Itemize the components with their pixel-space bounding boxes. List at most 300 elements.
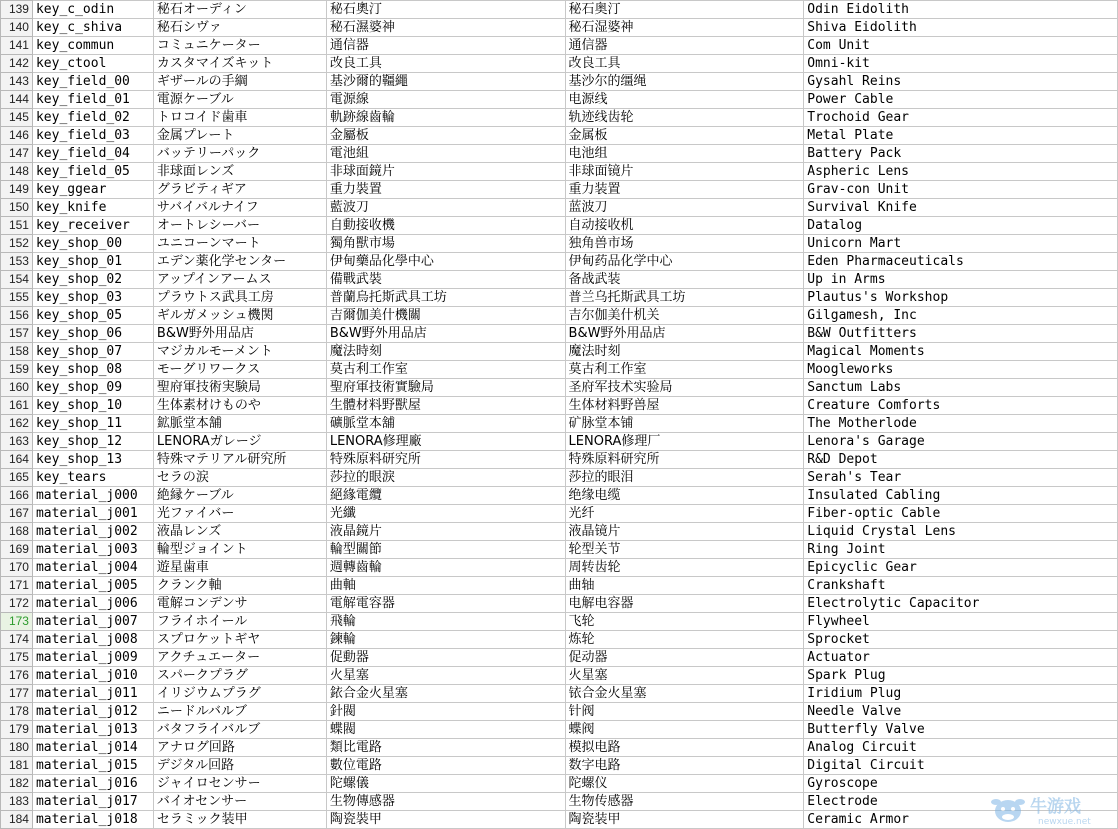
cell-key[interactable]: key_receiver: [32, 217, 153, 235]
cell-key[interactable]: material_j008: [32, 631, 153, 649]
table-row[interactable]: [1, 451, 1118, 469]
cell-key[interactable]: material_j016: [32, 775, 153, 793]
cell-chinese-traditional[interactable]: 鍊輪: [326, 631, 565, 649]
cell-english[interactable]: Grav-con Unit: [804, 181, 1118, 199]
row-number[interactable]: 181: [1, 757, 33, 775]
cell-english[interactable]: Analog Circuit: [804, 739, 1118, 757]
cell-key[interactable]: material_j006: [32, 595, 153, 613]
table-row[interactable]: [1, 685, 1118, 703]
cell-chinese-traditional[interactable]: 電源線: [326, 91, 565, 109]
cell-chinese-traditional[interactable]: 類比電路: [326, 739, 565, 757]
cell-english[interactable]: Ceramic Armor: [804, 811, 1118, 829]
cell-english[interactable]: Liquid Crystal Lens: [804, 523, 1118, 541]
row-number[interactable]: 144: [1, 91, 33, 109]
cell-chinese-simplified[interactable]: 莫古利工作室: [565, 361, 804, 379]
row-number[interactable]: 146: [1, 127, 33, 145]
cell-chinese-simplified[interactable]: 绝缘电缆: [565, 487, 804, 505]
row-number[interactable]: 152: [1, 235, 33, 253]
table-row[interactable]: [1, 163, 1118, 181]
cell-japanese[interactable]: フライホイール: [153, 613, 326, 631]
cell-chinese-traditional[interactable]: 火星塞: [326, 667, 565, 685]
table-row[interactable]: [1, 217, 1118, 235]
cell-chinese-traditional[interactable]: 莫古利工作室: [326, 361, 565, 379]
cell-japanese[interactable]: グラビティギア: [153, 181, 326, 199]
cell-chinese-simplified[interactable]: 吉尔伽美什机关: [565, 307, 804, 325]
cell-english[interactable]: Aspheric Lens: [804, 163, 1118, 181]
cell-japanese[interactable]: コミュニケーター: [153, 37, 326, 55]
cell-chinese-simplified[interactable]: 电源线: [565, 91, 804, 109]
cell-key[interactable]: key_shop_10: [32, 397, 153, 415]
cell-japanese[interactable]: セラミック装甲: [153, 811, 326, 829]
cell-key[interactable]: material_j001: [32, 505, 153, 523]
cell-japanese[interactable]: 聖府軍技術実験局: [153, 379, 326, 397]
cell-japanese[interactable]: 生体素材けものや: [153, 397, 326, 415]
cell-chinese-simplified[interactable]: 炼轮: [565, 631, 804, 649]
table-row[interactable]: [1, 379, 1118, 397]
cell-chinese-traditional[interactable]: 改良工具: [326, 55, 565, 73]
cell-key[interactable]: key_ggear: [32, 181, 153, 199]
row-number[interactable]: 158: [1, 343, 33, 361]
row-number[interactable]: 161: [1, 397, 33, 415]
cell-japanese[interactable]: エデン薬化学センター: [153, 253, 326, 271]
row-number[interactable]: 173: [1, 613, 33, 631]
cell-japanese[interactable]: 特殊マテリアル研究所: [153, 451, 326, 469]
cell-english[interactable]: Plautus's Workshop: [804, 289, 1118, 307]
cell-english[interactable]: Com Unit: [804, 37, 1118, 55]
cell-english[interactable]: Digital Circuit: [804, 757, 1118, 775]
row-number[interactable]: 163: [1, 433, 33, 451]
cell-key[interactable]: key_shop_12: [32, 433, 153, 451]
row-number[interactable]: 141: [1, 37, 33, 55]
cell-chinese-simplified[interactable]: 生体材料野兽屋: [565, 397, 804, 415]
table-row[interactable]: [1, 325, 1118, 343]
cell-japanese[interactable]: 鉱脈堂本舗: [153, 415, 326, 433]
cell-chinese-simplified[interactable]: 独角兽市场: [565, 235, 804, 253]
row-number[interactable]: 150: [1, 199, 33, 217]
cell-chinese-traditional[interactable]: 吉爾伽美什機關: [326, 307, 565, 325]
cell-chinese-simplified[interactable]: 改良工具: [565, 55, 804, 73]
cell-chinese-traditional[interactable]: 莎拉的眼淚: [326, 469, 565, 487]
row-number[interactable]: 140: [1, 19, 33, 37]
cell-chinese-traditional[interactable]: 數位電路: [326, 757, 565, 775]
table-row[interactable]: [1, 199, 1118, 217]
cell-chinese-traditional[interactable]: 礦脈堂本舖: [326, 415, 565, 433]
cell-key[interactable]: key_shop_07: [32, 343, 153, 361]
cell-chinese-simplified[interactable]: 陶瓷装甲: [565, 811, 804, 829]
table-row[interactable]: [1, 613, 1118, 631]
cell-english[interactable]: Power Cable: [804, 91, 1118, 109]
cell-english[interactable]: Metal Plate: [804, 127, 1118, 145]
row-number[interactable]: 139: [1, 1, 33, 19]
cell-chinese-traditional[interactable]: 魔法時刻: [326, 343, 565, 361]
cell-english[interactable]: Fiber-optic Cable: [804, 505, 1118, 523]
cell-key[interactable]: key_c_odin: [32, 1, 153, 19]
row-number[interactable]: 165: [1, 469, 33, 487]
cell-chinese-simplified[interactable]: 飞轮: [565, 613, 804, 631]
cell-chinese-simplified[interactable]: 秘石湿婆神: [565, 19, 804, 37]
cell-japanese[interactable]: クランク軸: [153, 577, 326, 595]
table-row[interactable]: [1, 253, 1118, 271]
cell-chinese-simplified[interactable]: 矿脉堂本铺: [565, 415, 804, 433]
cell-chinese-traditional[interactable]: 基沙爾的韁繩: [326, 73, 565, 91]
cell-key[interactable]: key_shop_01: [32, 253, 153, 271]
cell-english[interactable]: Iridium Plug: [804, 685, 1118, 703]
cell-english[interactable]: Sanctum Labs: [804, 379, 1118, 397]
row-number[interactable]: 153: [1, 253, 33, 271]
cell-japanese[interactable]: イリジウムプラグ: [153, 685, 326, 703]
cell-japanese[interactable]: ユニコーンマート: [153, 235, 326, 253]
cell-chinese-simplified[interactable]: 自动接收机: [565, 217, 804, 235]
cell-japanese[interactable]: 遊星歯車: [153, 559, 326, 577]
cell-key[interactable]: key_shop_05: [32, 307, 153, 325]
cell-english[interactable]: Trochoid Gear: [804, 109, 1118, 127]
cell-japanese[interactable]: 秘石シヴァ: [153, 19, 326, 37]
table-row[interactable]: [1, 649, 1118, 667]
cell-english[interactable]: Gyroscope: [804, 775, 1118, 793]
table-row[interactable]: [1, 289, 1118, 307]
cell-key[interactable]: material_j000: [32, 487, 153, 505]
row-number[interactable]: 154: [1, 271, 33, 289]
cell-key[interactable]: key_shop_06: [32, 325, 153, 343]
cell-japanese[interactable]: ジャイロセンサー: [153, 775, 326, 793]
cell-key[interactable]: material_j004: [32, 559, 153, 577]
row-number[interactable]: 162: [1, 415, 33, 433]
table-row[interactable]: [1, 487, 1118, 505]
row-number[interactable]: 169: [1, 541, 33, 559]
row-number[interactable]: 171: [1, 577, 33, 595]
cell-chinese-simplified[interactable]: 备战武装: [565, 271, 804, 289]
cell-english[interactable]: Creature Comforts: [804, 397, 1118, 415]
cell-chinese-traditional[interactable]: B&W野外用品店: [326, 325, 565, 343]
table-row[interactable]: [1, 595, 1118, 613]
cell-english[interactable]: Butterfly Valve: [804, 721, 1118, 739]
row-number[interactable]: 159: [1, 361, 33, 379]
cell-chinese-simplified[interactable]: 轨迹线齿轮: [565, 109, 804, 127]
cell-japanese[interactable]: 電解コンデンサ: [153, 595, 326, 613]
cell-japanese[interactable]: アナログ回路: [153, 739, 326, 757]
cell-key[interactable]: key_shop_13: [32, 451, 153, 469]
cell-chinese-traditional[interactable]: 自動接收機: [326, 217, 565, 235]
cell-chinese-simplified[interactable]: 秘石奥汀: [565, 1, 804, 19]
cell-chinese-traditional[interactable]: 針閥: [326, 703, 565, 721]
cell-japanese[interactable]: バイオセンサー: [153, 793, 326, 811]
table-row[interactable]: [1, 667, 1118, 685]
cell-japanese[interactable]: スプロケットギヤ: [153, 631, 326, 649]
cell-chinese-traditional[interactable]: 重力裝置: [326, 181, 565, 199]
table-row[interactable]: [1, 631, 1118, 649]
row-number[interactable]: 142: [1, 55, 33, 73]
cell-english[interactable]: Eden Pharmaceuticals: [804, 253, 1118, 271]
cell-key[interactable]: material_j010: [32, 667, 153, 685]
cell-english[interactable]: Lenora's Garage: [804, 433, 1118, 451]
cell-japanese[interactable]: 輪型ジョイント: [153, 541, 326, 559]
table-row[interactable]: [1, 361, 1118, 379]
table-row[interactable]: [1, 181, 1118, 199]
row-number[interactable]: 143: [1, 73, 33, 91]
row-number[interactable]: 175: [1, 649, 33, 667]
table-row[interactable]: [1, 559, 1118, 577]
row-number[interactable]: 156: [1, 307, 33, 325]
cell-key[interactable]: key_ctool: [32, 55, 153, 73]
table-row[interactable]: [1, 271, 1118, 289]
row-number[interactable]: 160: [1, 379, 33, 397]
cell-chinese-traditional[interactable]: 絕緣電纜: [326, 487, 565, 505]
row-number[interactable]: 176: [1, 667, 33, 685]
table-row[interactable]: [1, 469, 1118, 487]
cell-chinese-traditional[interactable]: 非球面鏡片: [326, 163, 565, 181]
cell-english[interactable]: Up in Arms: [804, 271, 1118, 289]
cell-english[interactable]: Odin Eidolith: [804, 1, 1118, 19]
cell-chinese-traditional[interactable]: 電池組: [326, 145, 565, 163]
cell-chinese-simplified[interactable]: 针阀: [565, 703, 804, 721]
cell-japanese[interactable]: カスタマイズキット: [153, 55, 326, 73]
cell-japanese[interactable]: ニードルバルブ: [153, 703, 326, 721]
cell-japanese[interactable]: バタフライバルブ: [153, 721, 326, 739]
cell-chinese-traditional[interactable]: 特殊原料研究所: [326, 451, 565, 469]
cell-chinese-simplified[interactable]: 光纤: [565, 505, 804, 523]
cell-key[interactable]: key_tears: [32, 469, 153, 487]
row-number[interactable]: 168: [1, 523, 33, 541]
cell-chinese-simplified[interactable]: 伊甸药品化学中心: [565, 253, 804, 271]
cell-chinese-simplified[interactable]: 促动器: [565, 649, 804, 667]
cell-chinese-traditional[interactable]: 金屬板: [326, 127, 565, 145]
cell-english[interactable]: Serah's Tear: [804, 469, 1118, 487]
cell-key[interactable]: material_j014: [32, 739, 153, 757]
table-row[interactable]: [1, 1, 1118, 19]
table-row[interactable]: [1, 343, 1118, 361]
cell-chinese-simplified[interactable]: 生物传感器: [565, 793, 804, 811]
row-number[interactable]: 180: [1, 739, 33, 757]
cell-key[interactable]: key_field_00: [32, 73, 153, 91]
table-row[interactable]: [1, 73, 1118, 91]
cell-key[interactable]: material_j003: [32, 541, 153, 559]
cell-english[interactable]: Flywheel: [804, 613, 1118, 631]
cell-japanese[interactable]: モーグリワークス: [153, 361, 326, 379]
table-row[interactable]: [1, 523, 1118, 541]
cell-english[interactable]: Gysahl Reins: [804, 73, 1118, 91]
cell-chinese-traditional[interactable]: 週轉齒輪: [326, 559, 565, 577]
row-number[interactable]: 172: [1, 595, 33, 613]
table-row[interactable]: [1, 541, 1118, 559]
cell-key[interactable]: key_knife: [32, 199, 153, 217]
cell-chinese-traditional[interactable]: 秘石濕婆神: [326, 19, 565, 37]
cell-japanese[interactable]: マジカルモーメント: [153, 343, 326, 361]
cell-chinese-simplified[interactable]: LENORA修理厂: [565, 433, 804, 451]
cell-key[interactable]: key_field_01: [32, 91, 153, 109]
cell-key[interactable]: material_j013: [32, 721, 153, 739]
cell-japanese[interactable]: プラウトス武具工房: [153, 289, 326, 307]
cell-english[interactable]: Insulated Cabling: [804, 487, 1118, 505]
cell-key[interactable]: material_j007: [32, 613, 153, 631]
cell-english[interactable]: Electrolytic Capacitor: [804, 595, 1118, 613]
cell-key[interactable]: material_j009: [32, 649, 153, 667]
cell-chinese-simplified[interactable]: 通信器: [565, 37, 804, 55]
row-number[interactable]: 182: [1, 775, 33, 793]
cell-english[interactable]: Electrode: [804, 793, 1118, 811]
table-row[interactable]: [1, 127, 1118, 145]
cell-japanese[interactable]: 光ファイバー: [153, 505, 326, 523]
cell-japanese[interactable]: スパークプラグ: [153, 667, 326, 685]
cell-chinese-traditional[interactable]: 生體材料野獸屋: [326, 397, 565, 415]
cell-english[interactable]: Spark Plug: [804, 667, 1118, 685]
table-row[interactable]: [1, 775, 1118, 793]
cell-key[interactable]: key_c_shiva: [32, 19, 153, 37]
row-number[interactable]: 166: [1, 487, 33, 505]
cell-english[interactable]: Needle Valve: [804, 703, 1118, 721]
cell-japanese[interactable]: 非球面レンズ: [153, 163, 326, 181]
cell-japanese[interactable]: サバイバルナイフ: [153, 199, 326, 217]
cell-chinese-traditional[interactable]: 通信器: [326, 37, 565, 55]
table-row[interactable]: [1, 109, 1118, 127]
cell-key[interactable]: material_j012: [32, 703, 153, 721]
cell-chinese-traditional[interactable]: 普蘭烏托斯武具工坊: [326, 289, 565, 307]
cell-english[interactable]: Gilgamesh, Inc: [804, 307, 1118, 325]
row-number[interactable]: 151: [1, 217, 33, 235]
cell-chinese-simplified[interactable]: 蓝波刀: [565, 199, 804, 217]
cell-key[interactable]: material_j015: [32, 757, 153, 775]
cell-key[interactable]: key_shop_08: [32, 361, 153, 379]
cell-chinese-traditional[interactable]: 伊甸藥品化學中心: [326, 253, 565, 271]
cell-japanese[interactable]: B&W野外用品店: [153, 325, 326, 343]
row-number[interactable]: 155: [1, 289, 33, 307]
cell-chinese-traditional[interactable]: 銥合金火星塞: [326, 685, 565, 703]
row-number[interactable]: 174: [1, 631, 33, 649]
table-row[interactable]: [1, 37, 1118, 55]
cell-chinese-simplified[interactable]: B&W野外用品店: [565, 325, 804, 343]
cell-chinese-simplified[interactable]: 轮型关节: [565, 541, 804, 559]
cell-japanese[interactable]: アップインアームス: [153, 271, 326, 289]
cell-key[interactable]: key_field_04: [32, 145, 153, 163]
table-row[interactable]: [1, 19, 1118, 37]
table-row[interactable]: [1, 811, 1118, 829]
cell-chinese-simplified[interactable]: 基沙尔的缰绳: [565, 73, 804, 91]
cell-key[interactable]: material_j011: [32, 685, 153, 703]
cell-chinese-simplified[interactable]: 曲轴: [565, 577, 804, 595]
cell-chinese-simplified[interactable]: 莎拉的眼泪: [565, 469, 804, 487]
cell-japanese[interactable]: セラの涙: [153, 469, 326, 487]
cell-english[interactable]: Datalog: [804, 217, 1118, 235]
cell-chinese-simplified[interactable]: 魔法时刻: [565, 343, 804, 361]
row-number[interactable]: 157: [1, 325, 33, 343]
cell-chinese-traditional[interactable]: 藍波刀: [326, 199, 565, 217]
cell-english[interactable]: Sprocket: [804, 631, 1118, 649]
cell-key[interactable]: key_shop_00: [32, 235, 153, 253]
cell-japanese[interactable]: 絶縁ケーブル: [153, 487, 326, 505]
row-number[interactable]: 147: [1, 145, 33, 163]
cell-english[interactable]: Epicyclic Gear: [804, 559, 1118, 577]
cell-english[interactable]: The Motherlode: [804, 415, 1118, 433]
cell-japanese[interactable]: バッテリーパック: [153, 145, 326, 163]
table-row[interactable]: [1, 739, 1118, 757]
cell-key[interactable]: key_commun: [32, 37, 153, 55]
cell-chinese-traditional[interactable]: 軌跡線齒輪: [326, 109, 565, 127]
cell-japanese[interactable]: トロコイド歯車: [153, 109, 326, 127]
cell-chinese-simplified[interactable]: 模拟电路: [565, 739, 804, 757]
cell-english[interactable]: Moogleworks: [804, 361, 1118, 379]
table-row[interactable]: [1, 433, 1118, 451]
cell-chinese-traditional[interactable]: 蝶閥: [326, 721, 565, 739]
cell-key[interactable]: key_shop_11: [32, 415, 153, 433]
table-row[interactable]: [1, 577, 1118, 595]
cell-key[interactable]: material_j018: [32, 811, 153, 829]
cell-chinese-traditional[interactable]: 飛輪: [326, 613, 565, 631]
cell-key[interactable]: material_j005: [32, 577, 153, 595]
row-number[interactable]: 184: [1, 811, 33, 829]
cell-english[interactable]: Survival Knife: [804, 199, 1118, 217]
table-row[interactable]: [1, 145, 1118, 163]
cell-chinese-traditional[interactable]: 生物傳感器: [326, 793, 565, 811]
cell-chinese-simplified[interactable]: 重力装置: [565, 181, 804, 199]
cell-chinese-simplified[interactable]: 电解电容器: [565, 595, 804, 613]
cell-english[interactable]: Shiva Eidolith: [804, 19, 1118, 37]
cell-japanese[interactable]: オートレシーバー: [153, 217, 326, 235]
cell-japanese[interactable]: ギルガメッシュ機関: [153, 307, 326, 325]
row-number[interactable]: 179: [1, 721, 33, 739]
table-row[interactable]: [1, 307, 1118, 325]
row-number[interactable]: 145: [1, 109, 33, 127]
cell-japanese[interactable]: LENORAガレージ: [153, 433, 326, 451]
cell-chinese-traditional[interactable]: 促動器: [326, 649, 565, 667]
cell-chinese-simplified[interactable]: 液晶镜片: [565, 523, 804, 541]
table-row[interactable]: [1, 721, 1118, 739]
cell-chinese-traditional[interactable]: 電解電容器: [326, 595, 565, 613]
cell-chinese-simplified[interactable]: 陀螺仪: [565, 775, 804, 793]
table-row[interactable]: [1, 397, 1118, 415]
cell-english[interactable]: Actuator: [804, 649, 1118, 667]
cell-chinese-simplified[interactable]: 圣府军技术实验局: [565, 379, 804, 397]
cell-english[interactable]: Omni-kit: [804, 55, 1118, 73]
cell-chinese-traditional[interactable]: 輪型關節: [326, 541, 565, 559]
cell-chinese-simplified[interactable]: 蝶阀: [565, 721, 804, 739]
row-number[interactable]: 148: [1, 163, 33, 181]
cell-key[interactable]: key_field_05: [32, 163, 153, 181]
cell-chinese-traditional[interactable]: 光纖: [326, 505, 565, 523]
cell-english[interactable]: R&D Depot: [804, 451, 1118, 469]
cell-key[interactable]: key_field_03: [32, 127, 153, 145]
cell-english[interactable]: Ring Joint: [804, 541, 1118, 559]
cell-key[interactable]: key_shop_09: [32, 379, 153, 397]
table-row[interactable]: [1, 91, 1118, 109]
row-number[interactable]: 183: [1, 793, 33, 811]
cell-chinese-traditional[interactable]: 曲軸: [326, 577, 565, 595]
cell-chinese-traditional[interactable]: 秘石奧汀: [326, 1, 565, 19]
cell-chinese-simplified[interactable]: 特殊原料研究所: [565, 451, 804, 469]
cell-japanese[interactable]: ギザールの手綱: [153, 73, 326, 91]
cell-chinese-simplified[interactable]: 普兰乌托斯武具工坊: [565, 289, 804, 307]
table-row[interactable]: [1, 703, 1118, 721]
table-row[interactable]: [1, 415, 1118, 433]
cell-english[interactable]: Unicorn Mart: [804, 235, 1118, 253]
cell-chinese-traditional[interactable]: 聖府軍技術實驗局: [326, 379, 565, 397]
cell-english[interactable]: B&W Outfitters: [804, 325, 1118, 343]
cell-chinese-simplified[interactable]: 非球面镜片: [565, 163, 804, 181]
cell-key[interactable]: material_j017: [32, 793, 153, 811]
cell-japanese[interactable]: デジタル回路: [153, 757, 326, 775]
cell-chinese-traditional[interactable]: 液晶鏡片: [326, 523, 565, 541]
cell-chinese-simplified[interactable]: 金属板: [565, 127, 804, 145]
cell-key[interactable]: material_j002: [32, 523, 153, 541]
table-row[interactable]: [1, 757, 1118, 775]
cell-chinese-simplified[interactable]: 电池组: [565, 145, 804, 163]
cell-chinese-traditional[interactable]: 備戰武裝: [326, 271, 565, 289]
cell-english[interactable]: Battery Pack: [804, 145, 1118, 163]
cell-chinese-simplified[interactable]: 铱合金火星塞: [565, 685, 804, 703]
row-number[interactable]: 178: [1, 703, 33, 721]
cell-key[interactable]: key_field_02: [32, 109, 153, 127]
cell-english[interactable]: Magical Moments: [804, 343, 1118, 361]
cell-japanese[interactable]: 秘石オーディン: [153, 1, 326, 19]
cell-japanese[interactable]: 金属プレート: [153, 127, 326, 145]
